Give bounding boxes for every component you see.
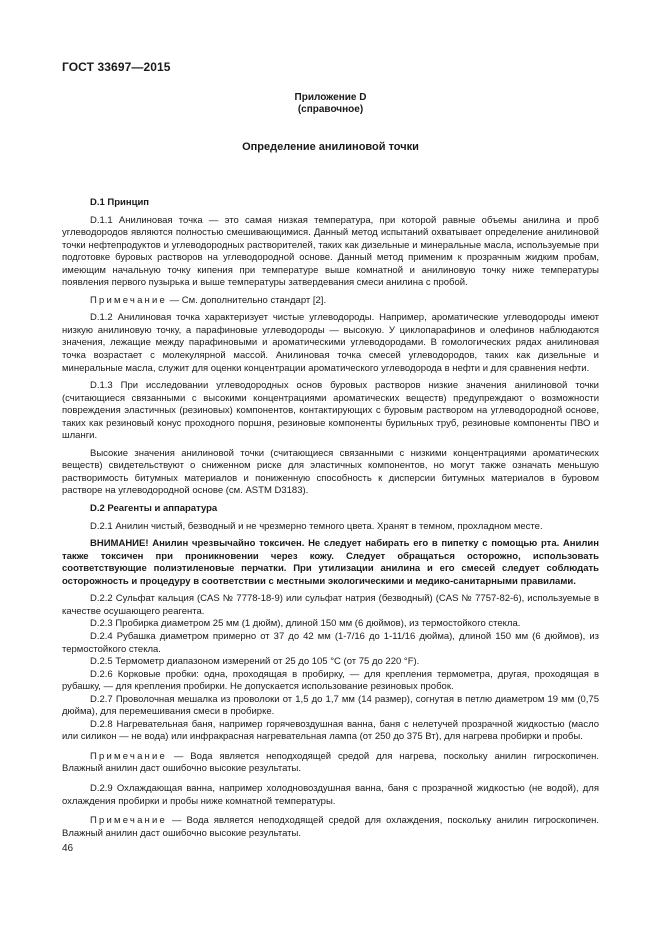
paragraph-d2-5: D.2.5 Термометр диапазоном измерений от 25 до 105 °С (от 75 до 220 °F). <box>90 656 420 668</box>
paragraph-d1-4: Высокие значения анилиновой точки (считающиеся связанными с низкими концентрациями ароматических веществ) свидетельствуют о сниженном риске для эластичных компонентов, но могут также означать меньшую растворимость битумных материалов и пониженную способность к дисперсии битумных материалов в буровом растворе на углеводородной основе (см. ASTM D3183). <box>62 447 599 497</box>
appendix-title: Приложение D <box>294 92 367 103</box>
note-label: Примечание <box>90 294 167 306</box>
note-2 <box>62 751 599 776</box>
document-body <box>62 197 599 840</box>
standard-header: ГОСТ 33697—2015 <box>62 60 171 74</box>
paragraph-d2-4: D.2.4 Рубашка диаметром примерно от 37 до 42 мм (1-7/16 до 1-11/16 дюйма), длиной 150 мм (6 дюймов), из термостойкого стекла. <box>62 630 599 655</box>
paragraph-d2-7: D.2.7 Проволочная мешалка из проволоки от 1,5 до 1,7 мм (14 размер), согнутая в петлю диаметром 19 мм (0,75 дюйма), для перемешивания смеси в пробирке. <box>62 693 599 718</box>
paragraph-d1-2: D.1.2 Анилиновая точка характеризует чистые углеводороды. Например, ароматические углеводороды имеют низкую анилиновую точку, а парафиновые углеводороды — высокую. У циклопарафинов и олефинов наблюдаются значения, лежащие между парафиновыми и ароматическими углеводородами. В гомологических рядах анилиновая точка возрастает с молекулярной массой. Анилиновая точка смесей углеводородов, таких как дизельные и минеральные масла, служит для оценки концентрации ароматического углеводорода в нефти и для сравнения нефти. <box>62 312 599 374</box>
appendix-kind: (справочное) <box>297 104 364 115</box>
paragraph-d1-3: D.1.3 При исследовании углеводородных основ буровых растворов низкие значения анилиновой точки (считающиеся связанными с высокими концентрациями ароматических веществ) предупреждают о возможности повреждения эластичных (резиновых) компонентов, контактирующих с буровым раствором на углеводородной основе, таких как резиновый конус проходного поршня, резиновые компоненты бурильных труб, резиновые компоненты ПВО и шланги. <box>62 380 599 442</box>
note-label: Примечание <box>90 750 167 762</box>
note-text: — Вода является неподходящей средой для охлаждения, поскольку анилин гигроскопичен. Влажный анилин даст ошибочно высокие результаты. <box>62 815 600 839</box>
note-text: — Вода является неподходящей средой для нагрева, поскольку анилин гигроскопичен. Влажный анилин даст ошибочно высокие результаты. <box>62 750 600 775</box>
warning-paragraph: ВНИМАНИЕ! Анилин чрезвычайно токсичен. Не следует набирать его в пипетку с помощью рта. Анилин также токсичен при проникновении через кожу. Следует обращаться осторожно, использовать соответствующие полиэтиленовые перчатки. При утилизации анилина и его смесей следует соблюдать осторожность и процедуру в соответствии с местными экологическими и медико-санитарными правилами. <box>62 538 599 587</box>
document-title: Определение анилиновой точки <box>242 141 419 153</box>
note-1 <box>62 295 599 308</box>
note-3 <box>62 815 599 840</box>
paragraph-d2-1: D.2.1 Анилин чистый, безводный и не чрезмерно темного цвета. Хранят в темном, прохладном месте. <box>90 520 543 532</box>
note-label: Примечание <box>90 815 167 827</box>
section-heading-d2: D.2 Реагенты и аппаратура <box>90 503 218 515</box>
paragraph-d2-3: D.2.3 Пробирка диаметром 25 мм (1 дюйм), длиной 150 мм (6 дюймов), из термостойкого стекла. <box>90 618 521 630</box>
paragraph-d2-2: D.2.2 Сульфат кальция (CAS № 7778-18-9) или сульфат натрия (безводный) (CAS № 7757-82-6), используемые в качестве осушающего реагента. <box>62 593 599 617</box>
paragraph-d1-1: D.1.1 Анилиновая точка — это самая низкая температура, при которой равные объемы анилина и проб углеводородов являются полностью смешивающимися. Данный метод испытаний охватывает определение анилиновой точки нефтепродуктов и углеводородных растворителей, таких как дизельные и минеральные масла, используемые при подготовке буровых растворов на углеводородной основе. Данный метод применим к прозрачным жидким пробам, имеющим начальную точку кипения при температуре выше комнатной и анилиновую точку ниже температуры появления первого пузырька и выше температуры затвердевания смеси анилина с пробой. <box>62 214 599 289</box>
note-text: — См. дополнительно стандарт [2]. <box>169 294 327 306</box>
paragraph-d2-6: D.2.6 Корковые пробки: одна, проходящая в пробирку, — для крепления термометра, другая, проходящая в рубашку, — для крепления пробирки. Не допускается использование резиновых пробок. <box>62 668 599 693</box>
section-heading-d1: D.1 Принцип <box>90 197 150 208</box>
appendix-block <box>62 92 599 116</box>
page-number: 46 <box>62 843 74 854</box>
paragraph-d2-9: D.2.9 Охлаждающая ванна, например холодновоздушная ванна, баня с прозрачной жидкостью (не водой), для охлаждения пробирки и пробы ниже комнатной температуры. <box>62 782 599 807</box>
paragraph-d2-8: D.2.8 Нагревательная баня, например горячевоздушная ванна, баня с нелетучей прозрачной жидкостью (масло или силикон — не вода) или инфракрасная нагревательная лампа (от 250 до 375 Вт), для нагрева пробирки и пробы. <box>62 718 599 743</box>
